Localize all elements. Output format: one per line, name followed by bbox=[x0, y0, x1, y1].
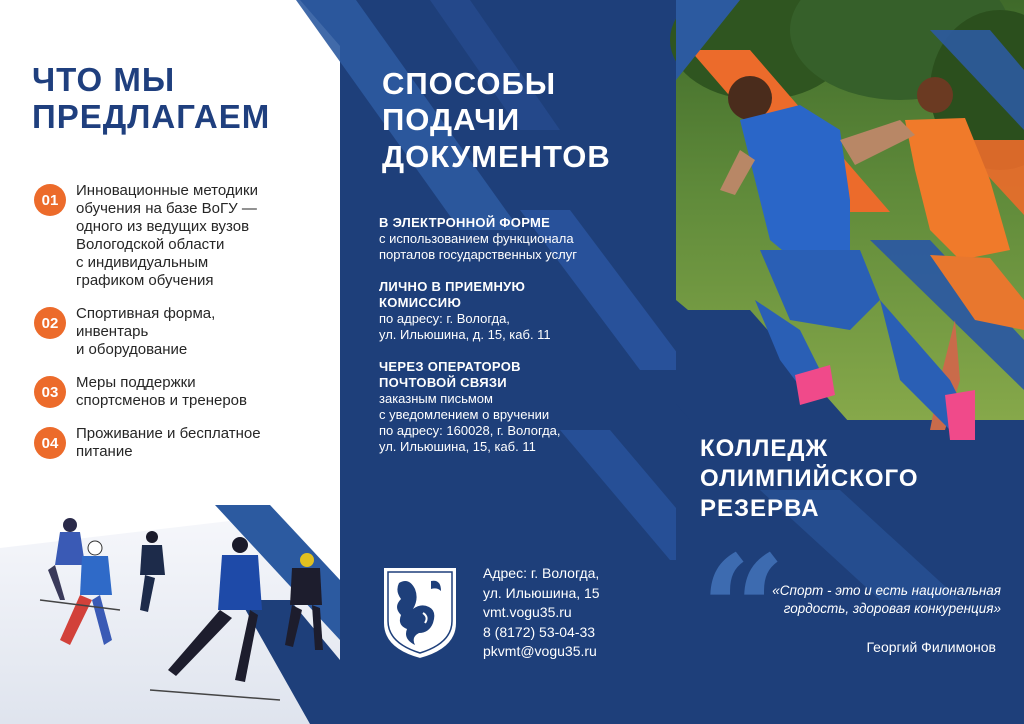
mid-title-line2: ПОДАЧИ bbox=[382, 102, 521, 138]
offer-text: Меры поддержки спортсменов и тренеров bbox=[76, 374, 247, 409]
offer-item-3 bbox=[34, 374, 314, 410]
method-in-person bbox=[379, 279, 679, 343]
college-name-line2: ОЛИМПИЙСКОГО bbox=[700, 464, 919, 492]
offer-list bbox=[34, 182, 314, 476]
offer-item-1 bbox=[34, 182, 314, 290]
offer-item-2 bbox=[34, 305, 314, 359]
contact-phone[interactable]: 8 (8172) 53-04-33 bbox=[483, 623, 596, 640]
offer-text: Проживание и бесплатное питание bbox=[76, 425, 261, 460]
method-online bbox=[379, 215, 679, 263]
submission-methods-list bbox=[379, 215, 679, 471]
method-post bbox=[379, 359, 679, 455]
quote-author: Георгий Филимонов bbox=[866, 639, 996, 655]
offer-item-4 bbox=[34, 425, 314, 461]
offer-text: Спортивная форма, инвентарь и оборудование bbox=[76, 305, 216, 358]
method-description: по адресу: г. Вологда, ул. Ильюшина, д. 15, каб. 11 bbox=[379, 311, 551, 342]
offer-number-badge: 02 bbox=[34, 307, 66, 339]
college-name bbox=[700, 434, 919, 523]
method-heading: ЛИЧНО В ПРИЕМНУЮ КОМИССИЮ bbox=[379, 279, 526, 310]
quote-mark-icon: “ bbox=[700, 523, 787, 699]
offer-text: Инновационные методики обучения на базе ВоГУ — одного из ведущих вузов Вологодской области с индивидуальным графиком обучения bbox=[76, 182, 258, 289]
method-heading: ЧЕРЕЗ ОПЕРАТОРОВ ПОЧТОВОЙ СВЯЗИ bbox=[379, 359, 521, 390]
method-description: заказным письмом с уведомлением о вручении по адресу: 160028, г. Вологда, ул. Ильюшина, 15, каб. 11 bbox=[379, 391, 561, 454]
offer-number-badge: 03 bbox=[34, 376, 66, 408]
contacts-block bbox=[483, 564, 600, 662]
submission-methods-title bbox=[382, 66, 611, 175]
left-title bbox=[32, 62, 270, 136]
method-heading: В ЭЛЕКТРОННОЙ ФОРМЕ bbox=[379, 215, 551, 230]
offer-number-badge: 04 bbox=[34, 427, 66, 459]
left-title-line1: ЧТО МЫ bbox=[32, 61, 176, 98]
mid-title-line3: ДОКУМЕНТОВ bbox=[382, 138, 611, 174]
contact-address-line1: Адрес: г. Вологда, bbox=[483, 565, 600, 581]
college-name-line3: РЕЗЕРВА bbox=[700, 494, 820, 522]
left-title-line2: ПРЕДЛАГАЕМ bbox=[32, 97, 271, 135]
mid-title-line1: СПОСОБЫ bbox=[382, 66, 557, 101]
contact-website-link[interactable]: vmt.vogu35.ru bbox=[483, 604, 572, 620]
college-emblem-logo bbox=[379, 563, 461, 661]
contact-address-line2: ул. Ильюшина, 15 bbox=[483, 584, 600, 601]
method-description: с использованием функционала порталов государственных услуг bbox=[379, 231, 577, 262]
offer-number-badge: 01 bbox=[34, 184, 66, 216]
contact-email-link[interactable]: pkvmt@vogu35.ru bbox=[483, 643, 597, 659]
college-name-line1: КОЛЛЕДЖ bbox=[700, 435, 829, 462]
quote-text: «Спорт - это и есть национальная гордость, здоровая конкуренция» bbox=[772, 583, 1001, 616]
